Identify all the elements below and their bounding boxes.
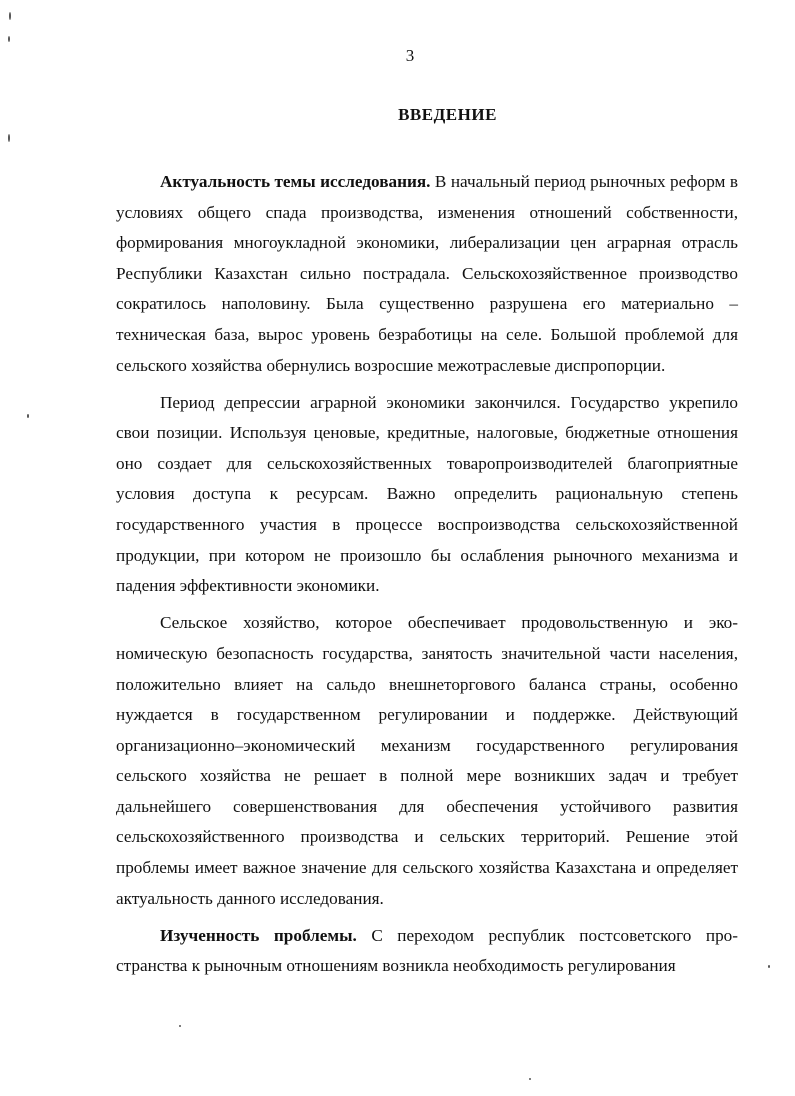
- paragraph-study-status: [116, 921, 738, 982]
- scan-speck: [529, 1078, 531, 1080]
- paragraph-depression: [116, 388, 738, 602]
- paragraph-lead: Актуальность темы исследования.: [160, 172, 431, 191]
- scan-speck: [768, 965, 770, 968]
- paragraph-text: В начальный период рыночных реформ в условиях общего спада производства, изменения отношений собственности, формирования многоукладной экономики, либерализации цен аграрная отрасль Республики Казахстан сильно пострадала. Сельскохозяйственное производство сократилось наполовину. Была существенно разрушена его материально – техническая база, вырос уровень безработицы на селе. Большой проблемой для сельского хозяйства обернулись возросшие межотраслевые диспропорции.: [116, 172, 738, 375]
- scan-speck: [8, 134, 10, 142]
- paragraph-lead: Изученность проблемы.: [160, 925, 357, 945]
- scan-speck: [27, 414, 29, 418]
- paragraph-text: Сельское хозяйство, которое обеспечивает продовольственную и экономическую безопасность государства, занятость значительной части населения, положительно влияет на сальдо внешнеторгового баланса страны, особенно нуждается в государственном регулировании и поддержке. Действующий организационно–экономический механизм государственного регулирования сельского хозяйства не решает в полной мере возникших задач и требует дальнейшего совершенствования для обеспечения устойчивого развития сельскохозяйственного производства и сельских территорий. Решение этой проблемы имеет важное значение для сельского хозяйства Казахстана и определяет актуальность данного исследования.: [116, 613, 738, 908]
- paragraph-text: Период депрессии аграрной экономики закончился. Государство укрепило свои позиции. Используя ценовые, кредитные, налоговые, бюджетные отношения оно создает для сельскохозяйственных товаропроизводителей благоприятные условия доступа к ресурсам. Важно определить рациональную степень государственного участия в процессе воспроизводства сельскохозяйственной продукции, при котором не произошло бы ослабления рыночного механизма и падения эффективности экономики.: [116, 392, 738, 596]
- section-heading: ВВЕДЕНИЕ: [398, 105, 497, 124]
- body-text: [116, 167, 738, 988]
- page-number: 3: [405, 46, 415, 65]
- paragraph-agriculture: [116, 608, 738, 914]
- paragraph-text: С переходом республик постсоветского пространства к рыночным отношениям возникла необходимость регулирования: [116, 925, 738, 976]
- scan-speck: [179, 1025, 181, 1027]
- scan-speck: [8, 36, 10, 42]
- paragraph-relevance: [116, 167, 738, 381]
- scan-speck: [9, 12, 11, 20]
